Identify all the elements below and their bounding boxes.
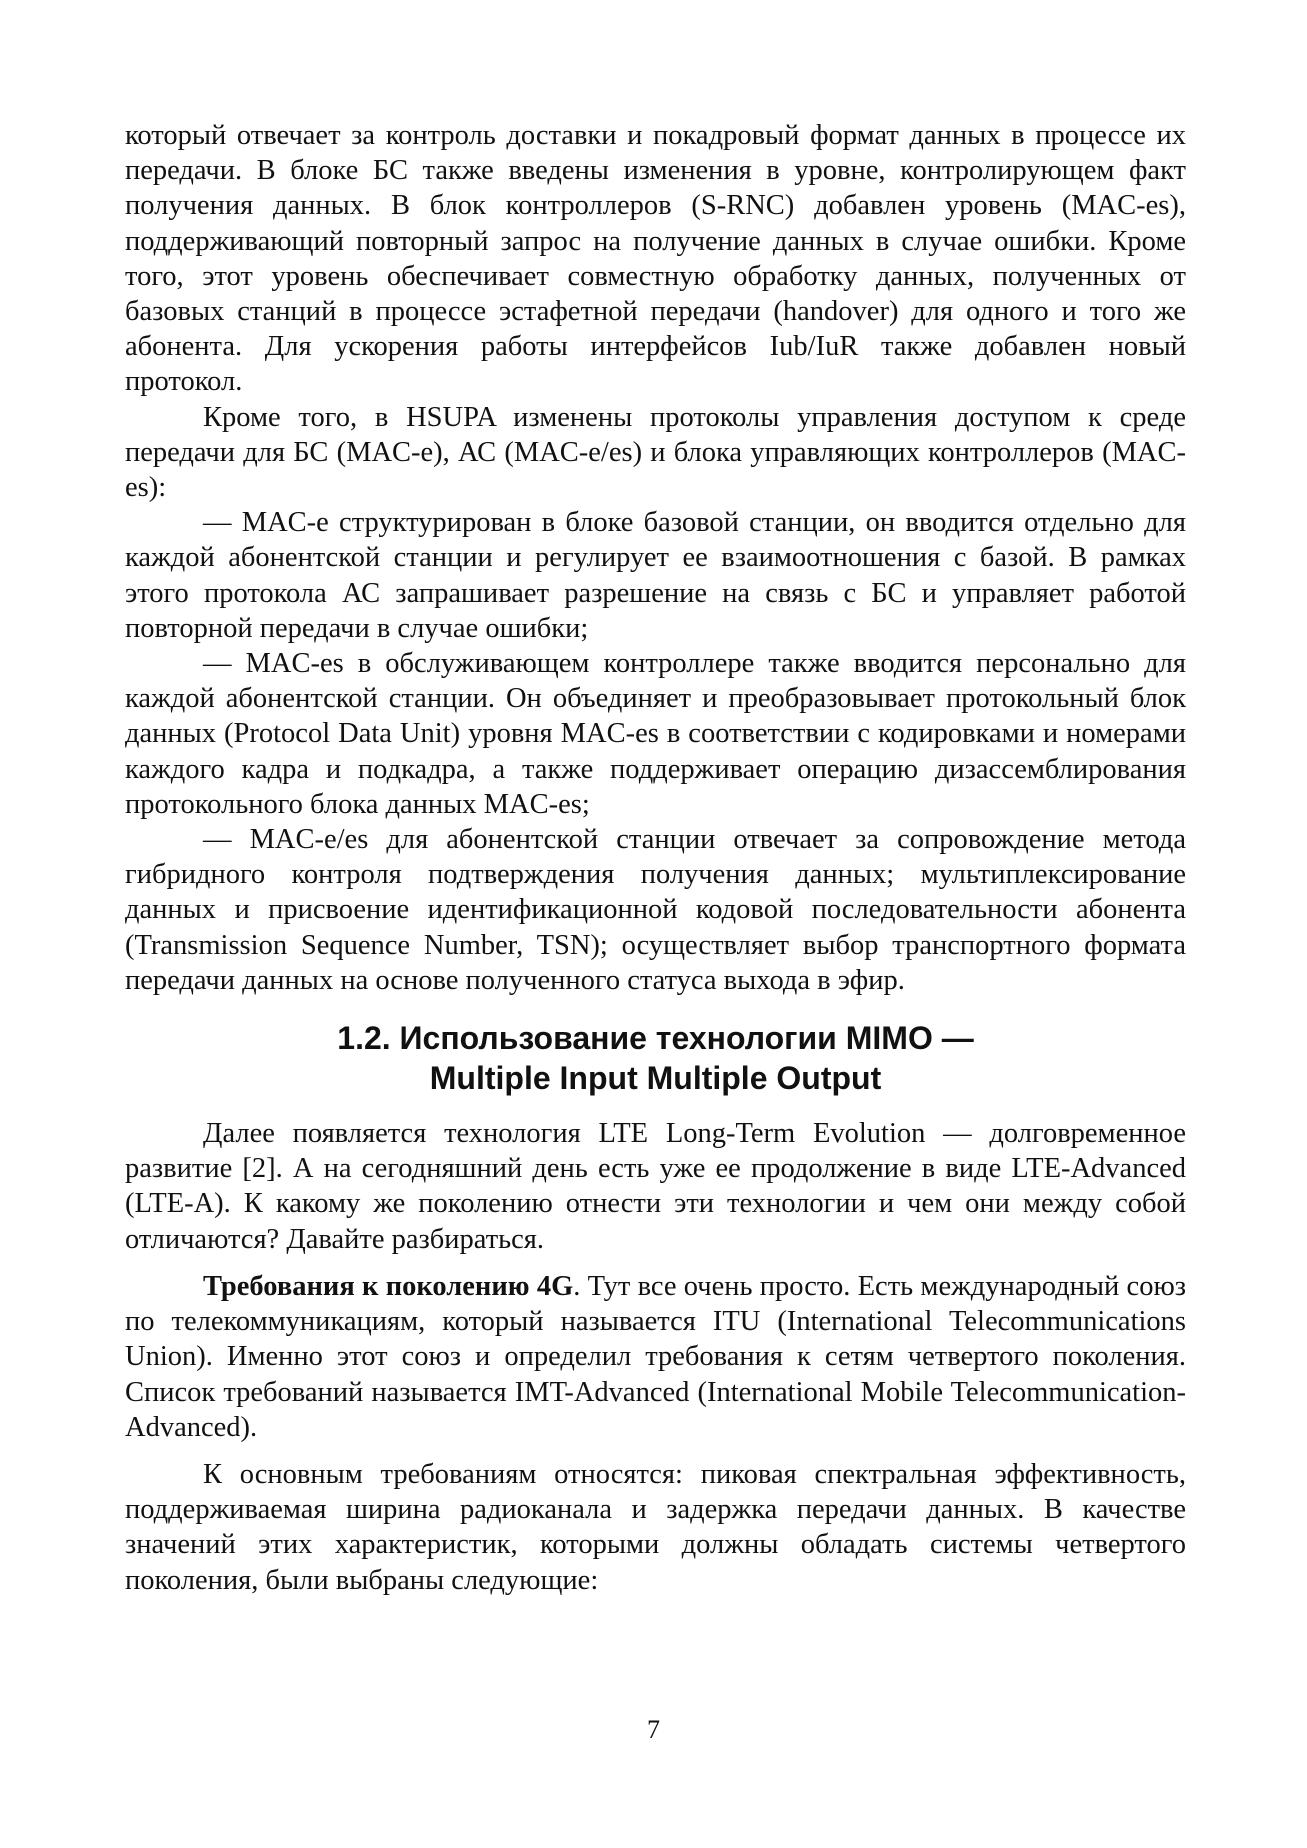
page-number: 7 xyxy=(647,1715,660,1744)
paragraph-hsupa-protocols: Кроме того, в HSUPA изменены протоколы управления доступом к среде передачи для БС (MAC-e), АС (MAC-e/es) и блока управляющих контроллеров (MAC-es): xyxy=(125,401,1186,504)
requirements-lead: Требования к поколению 4G xyxy=(203,1270,574,1302)
requirements-text: . Тут все очень просто. Есть международный союз по телекоммуникациям, который называется ITU (International Telecommunications Union). Именно этот союз и определил требования к сетям четвертого поколения. Список требований называется IMT-Advanced (International Mobile Telecommunication-Advanced). xyxy=(125,1270,1186,1443)
paragraph-intro: который отвечает за контроль доставки и покадровый формат данных в процессе их передачи. В блоке БС также введены изменения в уровне, контролирующем факт получения данных. В блок контроллеров (S-RNC) добавлен уровень (MAC-es), поддерживающий повторный запрос на получение данных в случае ошибки. Кроме того, этот уровень обеспечивает совместную обработку данных, полученных от базовых станций в процессе эстафетной передачи (handover) для одного и того же абонента. Для ускорения работы интерфейсов Iub/IuR также добавлен новый протокол. xyxy=(125,120,1186,398)
list-item-mac-e: — MAC-e структурирован в блоке базовой станции, он вводится отдельно для каждой абонентской станции и регулирует ее взаимоотношения с базой. В рамках этого протокола АС запрашивает разрешение на связь с БС и управляет работой повторной передачи в случае ошибки; xyxy=(125,507,1186,644)
section-heading-line2: Multiple Input Multiple Output xyxy=(429,1060,882,1097)
list-item-mac-es: — MAC-es в обслуживающем контроллере также вводится персонально для каждой абонентской станции. Он объединяет и преобразовывает протокольный блок данных (Protocol Data Unit) уровня MAC-es в соответствии с кодировками и номерами каждого кадра и подкадра, а также поддерживает операцию дизассемблирования протокольного блока данных MAC-es; xyxy=(125,648,1186,820)
list-item-mac-e-es: — MAC-e/es для абонентской станции отвечает за сопровождение метода гибридного контроля подтверждения получения данных; мультиплексирование данных и присвоение идентификационной кодовой последовательности абонента (Transmission Sequence Number, TSN); осуществляет выбор транспортного формата передачи данных на основе полученного статуса выхода в эфир. xyxy=(125,824,1186,996)
paragraph-lte: Далее появляется технология LTE Long-Term Evolution — долговременное развитие [2]. А на сегодняшний день есть уже ее продолжение в виде LTE-Advanced (LTE-A). К какому же поколению отнести эти технологии и чем они между собой отличаются? Давайте разбираться. xyxy=(125,1118,1186,1255)
document-page xyxy=(125,118,1186,1598)
section-heading-line1: 1.2. Использование технологии MIMO — xyxy=(337,1020,974,1057)
paragraph-4g-requirements xyxy=(125,1269,1186,1445)
section-heading xyxy=(125,1018,1186,1098)
paragraph-main-requirements: К основным требованиям относятся: пиковая спектральная эффективность, поддерживаемая ширина радиоканала и задержка передачи данных. В качестве значений этих характеристик, которыми должны обладать системы четвертого поколения, были выбраны следующие: xyxy=(125,1458,1186,1596)
